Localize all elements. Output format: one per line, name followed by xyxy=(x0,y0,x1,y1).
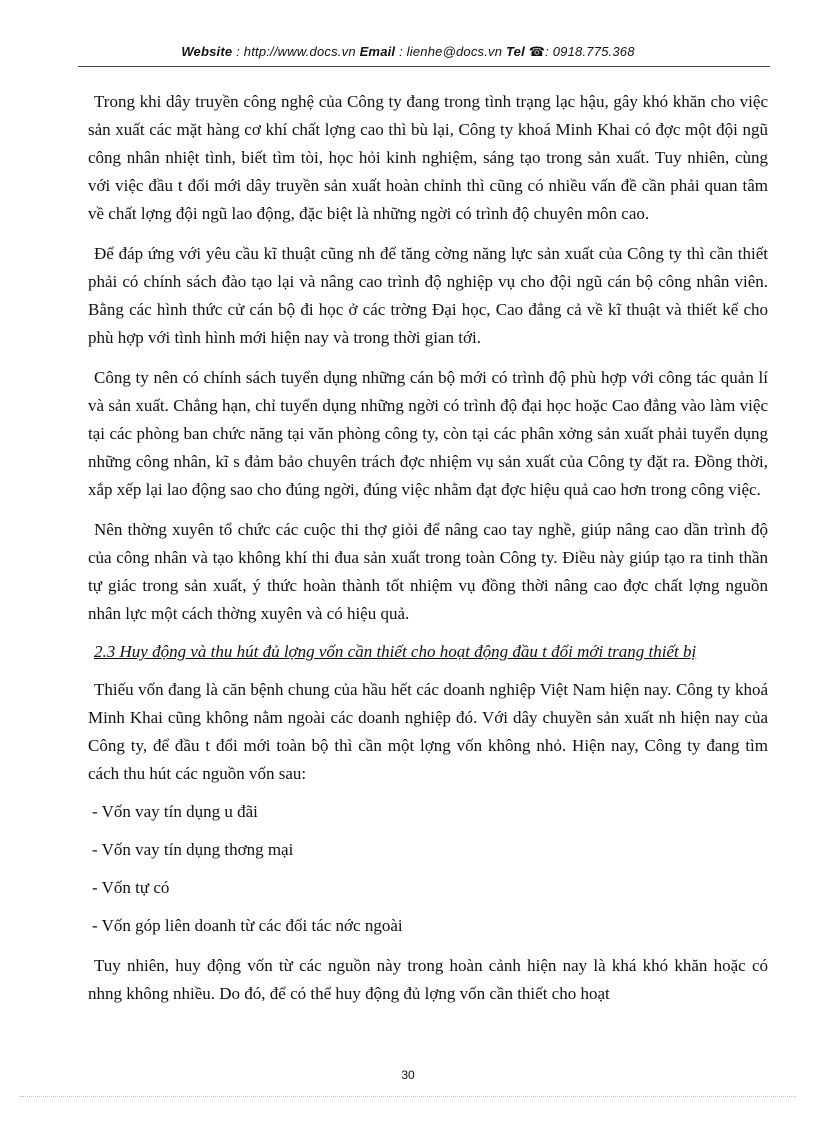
funding-source-list xyxy=(88,800,768,938)
section-paragraph: Thiếu vốn đang là căn bệnh chung của hầu hết các doanh nghiệp Việt Nam hiện nay. Công ty khoá Minh Khai cũng không nằm ngoài các doanh nghiệp đó. Với dây chuyền sản xuất nh hiện nay của Công ty, để đầu t đổi mới toàn bộ thì cần một lợng vốn không nhỏ. Hiện nay, Công ty đang tìm cách thu hút các nguồn vốn sau: xyxy=(88,680,768,783)
page-header xyxy=(0,44,816,60)
page-number: 30 xyxy=(401,1068,415,1082)
list-item: - Vốn góp liên doanh từ các đối tác nớc ngoài xyxy=(92,916,403,935)
paragraph: Công ty nên có chính sách tuyển dụng những cán bộ mới có trình độ phù hợp với công tác quản lí và sản xuất. Chẳng hạn, chỉ tuyển dụng những ngời có trình độ đại học hoặc Cao đẳng vào làm việc tại các phòng ban chức năng tại văn phòng công ty, còn tại các phân xởng sản xuất phải tuyển dụng những công nhân, kĩ s đảm bảo chuyên trách đợc nhiệm vụ sản xuất của Công ty đặt ra. Đồng thời, xắp xếp lại lao động sao cho đúng ngời, đúng việc nhằm đạt đợc hiệu quả cao hơn trong công việc. xyxy=(88,368,768,499)
email-label: Email xyxy=(359,44,396,59)
header-divider xyxy=(78,66,770,67)
section-heading: 2.3 Huy động và thu hút đủ lợng vốn cần thiết cho hoạt động đầu t đổi mới trang thiết bị xyxy=(94,642,697,661)
tel-value: ☎: 0918.775.368 xyxy=(528,44,635,59)
website-value: : http://www.docs.vn xyxy=(236,44,356,59)
tel-label: Tel xyxy=(506,44,525,59)
list-item: - Vốn vay tín dụng thơng mại xyxy=(92,840,294,859)
closing-paragraph: Tuy nhiên, huy động vốn từ các nguồn này trong hoàn cảnh hiện nay là khá khó khăn hoặc có nhng không nhiều. Do đó, để có thể huy động đủ lợng vốn cần thiết cho hoạt xyxy=(88,956,768,1003)
website-label: Website xyxy=(181,44,233,59)
paragraph: Nên thờng xuyên tổ chức các cuộc thi thợ giỏi để nâng cao tay nghề, giúp nâng cao dần trình độ của công nhân và tạo không khí thi đua sản xuất trong toàn Công ty. Điều này giúp tạo ra tinh thần tự giác trong sản xuất, ý thức hoàn thành tốt nhiệm vụ đồng thời nâng cao đợc chất lợng nguồn nhân lực một cách thờng xuyên và có hiệu quả. xyxy=(88,520,768,623)
footer-divider xyxy=(20,1096,796,1097)
paragraph: Trong khi dây truyền công nghệ của Công ty đang trong tình trạng lạc hậu, gây khó khăn cho việc sản xuất các mặt hàng cơ khí chất lợng cao thì bù lại, Công ty khoá Minh Khai có đợc một đội ngũ công nhân nhiệt tình, biết tìm tòi, học hỏi kinh nghiệm, sáng tạo trong sản xuất. Tuy nhiên, cùng với việc đầu t đổi mới dây truyền sản xuất hoàn chỉnh thì cũng có nhiều vấn đề cần phải quan tâm về chất lợng đội ngũ lao động, đặc biệt là những ngời có trình độ chuyên môn cao. xyxy=(88,92,768,223)
paragraph: Để đáp ứng với yêu cầu kĩ thuật cũng nh để tăng cờng năng lực sản xuất của Công ty thì cần thiết phải có chính sách đào tạo lại và nâng cao trình độ nghiệp vụ cho đội ngũ cán bộ công nhân viên. Bằng các hình thức cử cán bộ đi học ở các trờng Đại học, Cao đẳng cả về kĩ thuật và thiết kế cho phù hợp với tình hình mới hiện nay và trong thời gian tới. xyxy=(88,244,768,347)
page-body xyxy=(88,88,768,1020)
list-item: - Vốn tự có xyxy=(92,878,170,897)
list-item: - Vốn vay tín dụng u đãi xyxy=(92,802,258,821)
email-value: : lienhe@docs.vn xyxy=(399,44,503,59)
